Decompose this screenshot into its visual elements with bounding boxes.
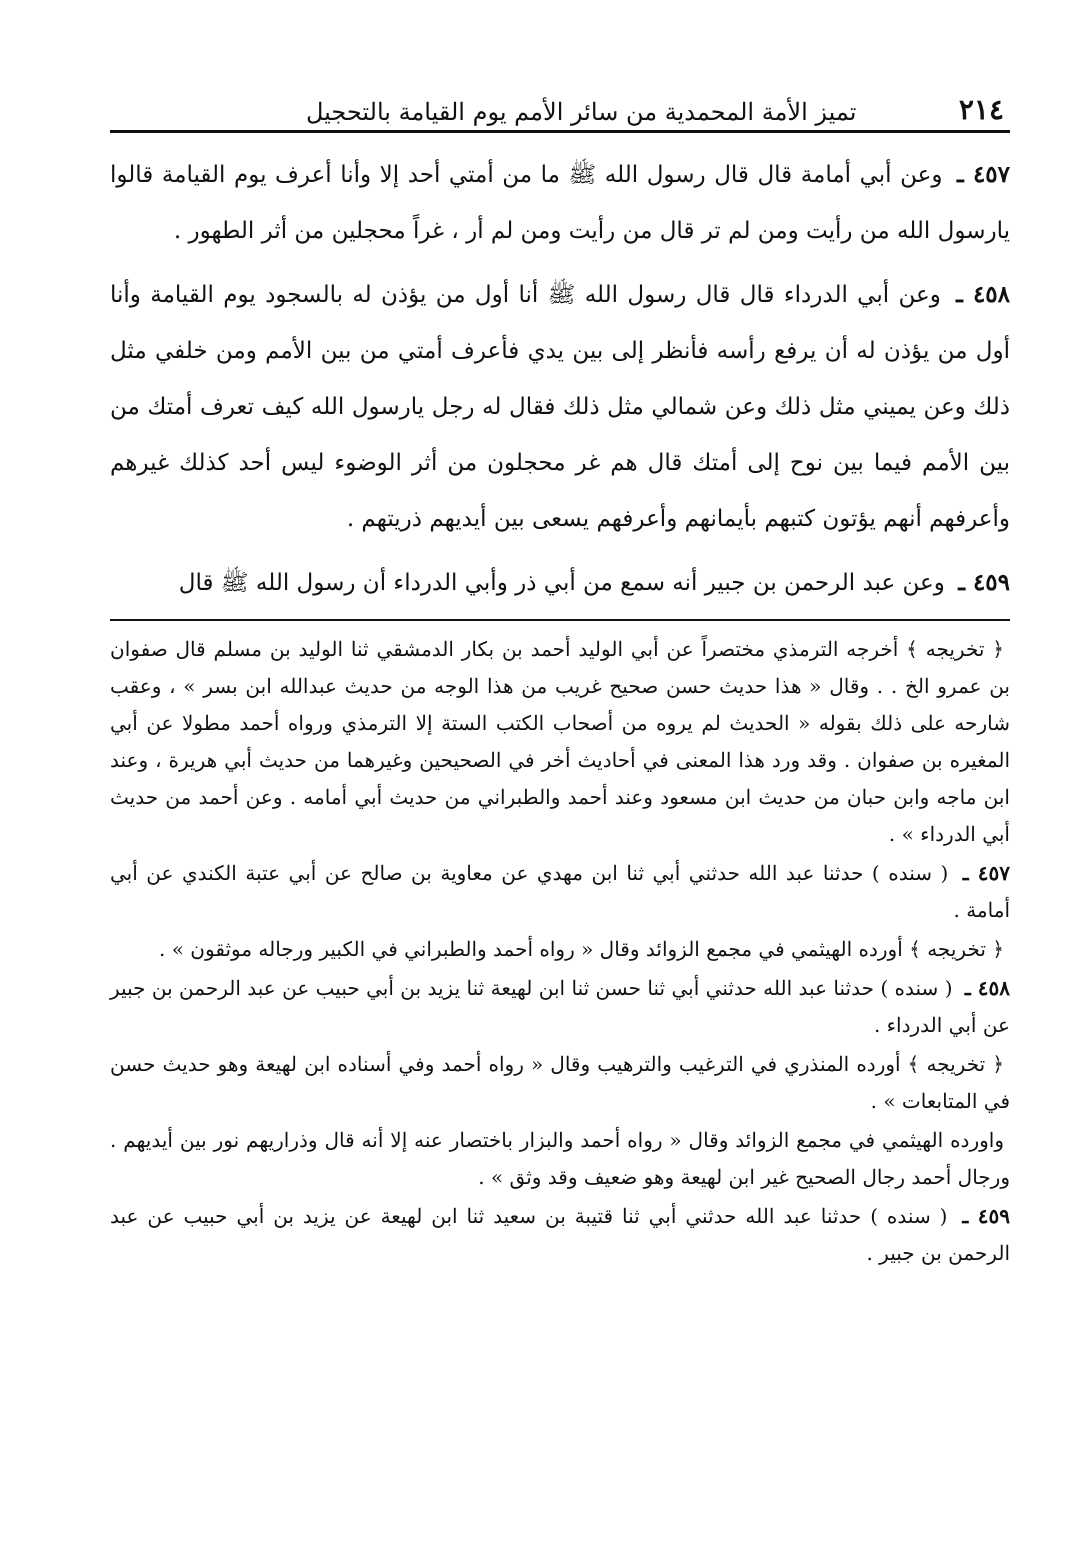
- hadith-text: وعن أبي أمامة قال قال رسول الله ﷺ ما من أمتي أحد إلا وأنا أعرف يوم القيامة قالوا يارسول الله من رأيت ومن لم تر قال من رأيت ومن لم أر ، غراً محجلين من أثر الطهور .: [110, 162, 1010, 244]
- page-header: [110, 92, 1010, 130]
- hadith-number: ٤٥٩ ـ: [958, 569, 1010, 596]
- hadith-text: وعن أبي الدرداء قال قال رسول الله ﷺ أنا أول من يؤذن له بالسجود يوم القيامة وأنا أول من يؤذن له أن يرفع رأسه فأنظر إلى بين يدي فأعرف أمتي من بين الأمم ومن خلفي مثل ذلك وعن يميني مثل ذلك وعن شمالي مثل ذلك فقال له رجل يارسول الله كيف تعرف أمتك من بين الأمم فيما بين نوح إلى أمتك قال هم غر محجلون من أثر الوضوء ليس أحد كذلك غيرهم وأعرفهم أنهم يؤتون كتبهم بأيمانهم وأعرفهم يسعى بين أيديهم ذريتهم .: [110, 282, 1010, 532]
- book-page: [110, 92, 1010, 1274]
- footnote: [110, 855, 1010, 929]
- hadith-text: وعن عبد الرحمن بن جبير أنه سمع من أبي ذر وأبي الدرداء أن رسول الله ﷺ قال: [178, 570, 945, 596]
- footnote: [110, 631, 1010, 853]
- footnote-text: ( سنده ) حدثنا عبد الله حدثني أبي ثنا قتيبة بن سعيد ثنا ابن لهيعة عن يزيد بن أبي حبيب عن عبد الرحمن بن جبير .: [110, 1204, 1010, 1265]
- footnote-number: ٤٥٩ ـ: [962, 1204, 1010, 1228]
- footnote-text: ﴿ تخريجه ﴾ أورده الهيثمي في مجمع الزوائد وقال « رواه أحمد والطبراني في الكبير ورجاله موثقون » .: [159, 937, 1004, 961]
- footnote: [110, 1198, 1010, 1272]
- footnote-text: ( سنده ) حدثنا عبد الله حدثني أبي ثنا حسن ثنا ابن لهيعة ثنا يزيد بن أبي حبيب عن عبد الرحمن بن جبير عن أبي الدرداء .: [110, 976, 1010, 1037]
- hadith-paragraph: [110, 555, 1010, 611]
- page-number: ٢١٤: [958, 93, 1004, 126]
- footnote-text: ( سنده ) حدثنا عبد الله حدثني أبي ثنا ابن مهدي عن معاوية بن صالح عن أبي عتبة الكندي عن أبي أمامة .: [110, 861, 1010, 922]
- footnote-divider: [110, 619, 1010, 621]
- footnote-text: واورده الهيثمي في مجمع الزوائد وقال « رواه أحمد والبزار باختصار عنه إلا أنه قال وذراريهم نور بين أيديهم . ورجال أحمد رجال الصحيح غير ابن لهيعة وهو ضعيف وقد وثق » .: [110, 1128, 1010, 1189]
- footnote-number: ٤٥٨ ـ: [964, 976, 1010, 1000]
- footnote: [110, 931, 1010, 968]
- header-rule: [110, 130, 1010, 133]
- footnote: [110, 1046, 1010, 1120]
- footnote: [110, 970, 1010, 1044]
- hadith-paragraph: [110, 267, 1010, 547]
- main-text: [110, 147, 1010, 611]
- hadith-number: ٤٥٨ ـ: [956, 281, 1011, 308]
- footnote-number: ٤٥٧ ـ: [962, 861, 1010, 885]
- running-title: تميز الأمة المحمدية من سائر الأمم يوم القيامة بالتحجيل: [306, 98, 857, 126]
- footnote-text: ﴿ تخريجه ﴾ أخرجه الترمذي مختصراً عن أبي الوليد أحمد بن بكار الدمشقي ثنا الوليد بن مسلم قال صفوان بن عمرو الخ . . وقال « هذا حديث حسن صحيح غريب من هذا الوجه من حديث عبدالله ابن بسر » ، وعقب شارحه على ذلك بقوله « الحديث لم يروه من أصحاب الكتب الستة إلا الترمذي ورواه أحمد مطولا عن أبي المغيره بن صفوان . وقد ورد هذا المعنى في أحاديث أخر في الصحيحين وغيرهما من حديث أبي هريرة ، وعند ابن ماجه وابن حبان من حديث ابن مسعود وعند أحمد والطبراني من حديث أبي أمامه . وعن أحمد من حديث أبي الدرداء » .: [110, 637, 1010, 846]
- footnotes: [110, 631, 1010, 1272]
- hadith-paragraph: [110, 147, 1010, 259]
- footnote: [110, 1122, 1010, 1196]
- hadith-number: ٤٥٧ ـ: [956, 161, 1011, 188]
- footnote-text: ﴿ تخريجه ﴾ أورده المنذري في الترغيب والترهيب وقال « رواه أحمد وفي أسناده ابن لهيعة وهو حديث حسن في المتابعات » .: [110, 1052, 1010, 1113]
